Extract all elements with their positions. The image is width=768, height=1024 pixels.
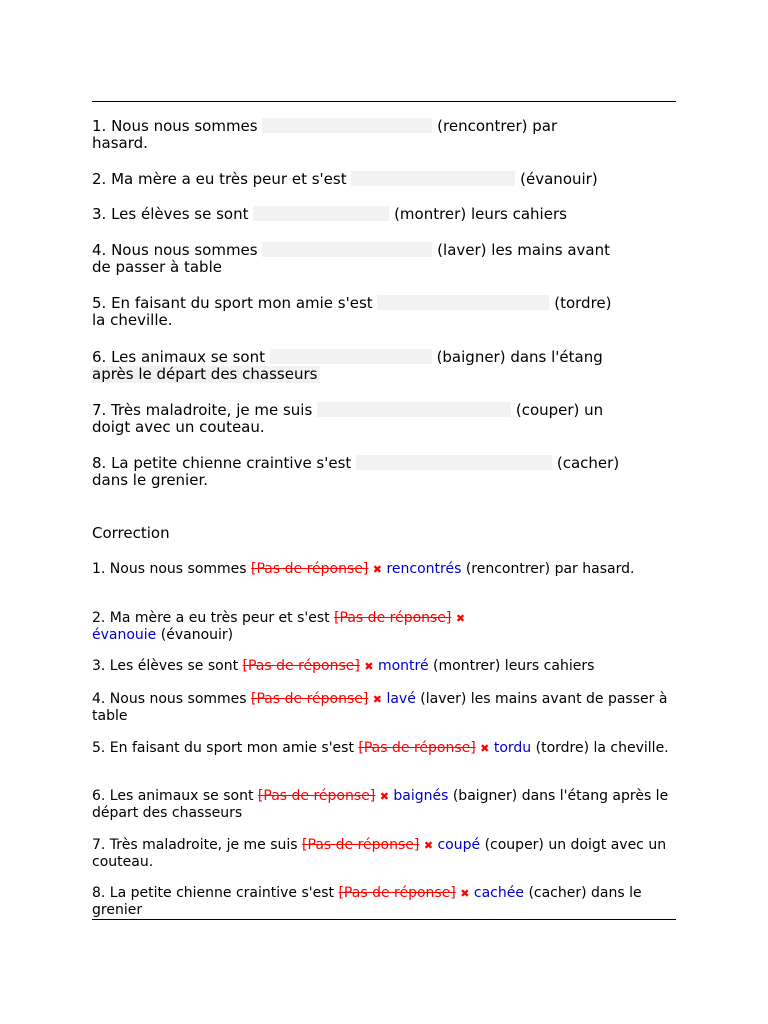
no-answer-label: [Pas de réponse] (251, 691, 369, 707)
exercise-text: 2. Ma mère a eu très peur et s'est (92, 170, 347, 188)
no-answer-label: [Pas de réponse] (358, 740, 476, 756)
exercise-item-4 (92, 242, 676, 276)
wrong-x-icon: ✖ (423, 839, 434, 852)
no-answer-label: [Pas de réponse] (302, 837, 420, 853)
answer-blank[interactable] (262, 118, 432, 133)
verb-hint: (tordre) (554, 294, 612, 312)
correction-text: 2. Ma mère a eu très peur et s'est (92, 610, 330, 626)
correction-text: 6. Les animaux se sont (92, 788, 254, 804)
exercise-item-6 (92, 349, 676, 383)
exercise-item-1 (92, 118, 676, 152)
answer-blank[interactable] (270, 349, 432, 364)
wrong-x-icon: ✖ (455, 612, 466, 625)
no-answer-label: [Pas de réponse] (251, 561, 369, 577)
exercise-continuation: après le départ des chasseurs (92, 366, 320, 383)
correction-text-after: (montrer) leurs cahiers (433, 658, 595, 674)
correct-answer: cachée (473, 885, 524, 901)
exercise-continuation: la cheville. (92, 311, 173, 329)
correct-answer: tordu (493, 740, 532, 756)
exercise-continuation: hasard. (92, 134, 148, 152)
correction-item-6 (92, 788, 676, 821)
correction-text-after: (baigner) dans l'étang après le départ des chasseurs (92, 788, 669, 821)
no-answer-label: [Pas de réponse] (334, 610, 452, 626)
answer-blank[interactable] (377, 295, 549, 310)
wrong-x-icon: ✖ (480, 742, 490, 755)
no-answer-label: [Pas de réponse] (257, 788, 376, 804)
exercise-continuation: de passer à table (92, 258, 222, 276)
correction-text-after: (rencontrer) par hasard. (465, 561, 635, 577)
correction-item-4 (92, 691, 676, 724)
exercise-text: 5. En faisant du sport mon amie s'est (92, 294, 373, 312)
wrong-x-icon: ✖ (460, 887, 470, 900)
exercise-item-5 (92, 295, 676, 329)
correction-text-after: (couper) un doigt avec un couteau. (92, 837, 667, 870)
verb-hint: (cacher) (556, 454, 620, 472)
correction-item-7 (92, 837, 676, 870)
verb-hint: (rencontrer) par (437, 117, 558, 135)
correction-item-5 (92, 740, 676, 757)
exercise-item-2 (92, 171, 676, 188)
wrong-x-icon: ✖ (364, 660, 374, 673)
correction-text: 4. Nous nous sommes (92, 691, 247, 707)
wrong-x-icon: ✖ (372, 563, 382, 576)
exercise-item-7 (92, 402, 676, 436)
exercise-text: 8. La petite chienne craintive s'est (92, 454, 352, 472)
correction-text-after: (tordre) la cheville. (535, 740, 669, 756)
exercise-text: 6. Les animaux se sont (92, 348, 265, 366)
exercise-text: 1. Nous nous sommes (92, 117, 258, 135)
answer-blank[interactable] (356, 455, 552, 470)
exercise-text: 3. Les élèves se sont (92, 205, 249, 223)
answer-blank[interactable] (317, 402, 511, 417)
correction-item-3 (92, 658, 676, 675)
correct-answer: montré (377, 658, 429, 674)
correction-title: Correction (92, 524, 170, 542)
correction-text: 5. En faisant du sport mon amie s'est (92, 740, 354, 756)
answer-blank[interactable] (262, 242, 432, 257)
exercise-item-3 (92, 206, 676, 223)
verb-hint: (baigner) dans l'étang (436, 348, 603, 366)
exercise-text: 7. Très maladroite, je me suis (92, 401, 313, 419)
wrong-x-icon: ✖ (372, 693, 382, 706)
correction-text: 3. Les élèves se sont (92, 658, 239, 674)
verb-hint: (montrer) leurs cahiers (394, 205, 567, 223)
verb-hint: (évanouir) (520, 170, 598, 188)
top-rule (92, 101, 676, 102)
verb-hint: (laver) les mains avant (437, 241, 610, 259)
correction-item-2 (92, 610, 676, 643)
exercise-continuation: doigt avec un couteau. (92, 418, 265, 436)
correction-text: 1. Nous nous sommes (92, 561, 247, 577)
correct-answer: coupé (437, 837, 481, 853)
correct-answer: rencontrés (386, 561, 462, 577)
correction-text: 7. Très maladroite, je me suis (92, 837, 298, 853)
answer-blank[interactable] (253, 206, 389, 221)
correct-answer: baignés (393, 788, 449, 804)
correction-text: 8. La petite chienne craintive s'est (92, 885, 335, 901)
correction-item-8 (92, 885, 676, 918)
correction-text-after: (évanouir) (160, 627, 234, 643)
wrong-x-icon: ✖ (379, 790, 389, 803)
no-answer-label: [Pas de réponse] (242, 658, 360, 674)
correct-answer: évanouie (92, 627, 157, 643)
exercise-continuation: dans le grenier. (92, 471, 209, 489)
exercise-item-8 (92, 455, 676, 489)
answer-blank[interactable] (351, 171, 515, 186)
bottom-rule (92, 919, 676, 920)
correct-answer: lavé (386, 691, 416, 707)
verb-hint: (couper) un (515, 401, 604, 419)
correction-item-1 (92, 561, 676, 578)
no-answer-label: [Pas de réponse] (338, 885, 456, 901)
correction-text-after: (laver) les mains avant de passer à table (92, 691, 668, 724)
exercise-text: 4. Nous nous sommes (92, 241, 258, 259)
correction-text-after: (cacher) dans le grenier (92, 885, 642, 918)
